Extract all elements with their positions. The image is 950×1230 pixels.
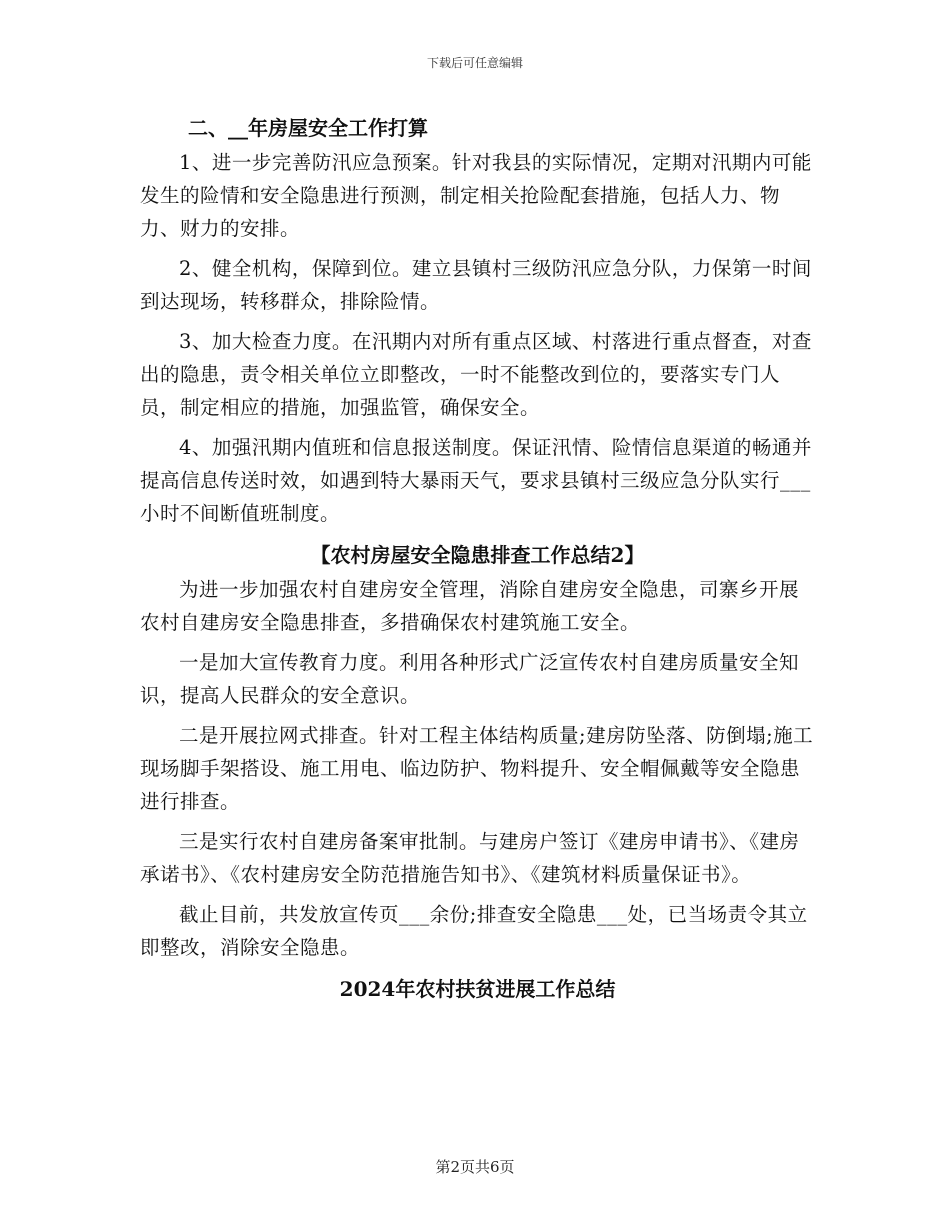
page-number: 第2页共6页: [435, 1158, 515, 1176]
header-note: 下载后可任意编辑: [426, 56, 523, 70]
plan-paragraph-3: 3、加大检查力度。在汛期内对所有重点区域、村落进行重点督查，对查出的隐患，责令相关单位立即整改，一时不能整改到位的，要落实专门人员，制定相应的措施，加强监管，确保安全。: [140, 330, 812, 419]
document-body: [140, 110, 815, 1007]
summary2-paragraph-4: 三是实行农村自建房备案审批制。与建房户签订《建房申请书》、《建房承诺书》、《农村建房安全防范措施告知书》、《建筑材料质量保证书》。: [140, 830, 800, 886]
summary2-paragraph-1: 为进一步加强农村自建房安全管理，消除自建房安全隐患，司寨乡开展农村自建房安全隐患排查，多措确保农村建筑施工安全。: [140, 578, 800, 634]
summary2-paragraph-2: 一是加大宣传教育力度。利用各种形式广泛宣传农村自建房质量安全知识，提高人民群众的安全意识。: [140, 651, 800, 707]
summary2-paragraph-5: 截止目前，共发放宣传页___余份;排查安全隐患___处，已当场责令其立即整改，消除安全隐患。: [140, 903, 808, 959]
section-next-title: 2024年农村扶贫进展工作总结: [339, 977, 616, 1001]
plan-paragraph-2: 2、健全机构，保障到位。建立县镇村三级防汛应急分队，力保第一时间到达现场，转移群众，排除险情。: [140, 257, 812, 313]
summary2-paragraph-3: 二是开展拉网式排查。针对工程主体结构质量;建房防坠落、防倒塌;施工现场脚手架搭设、施工用电、临边防护、物料提升、安全帽佩戴等安全隐患进行排查。: [140, 724, 814, 813]
plan-paragraph-4: 4、加强汛期内值班和信息报送制度。保证汛情、险情信息渠道的畅通并提高信息传送时效，如遇到特大暴雨天气，要求县镇村三级应急分队实行___小时不间断值班制度。: [140, 436, 812, 525]
section-summary2-title: 【农村房屋安全隐患排查工作总结2】: [310, 543, 645, 567]
section-plan-title: 二、__年房屋安全工作打算: [188, 116, 428, 140]
plan-paragraph-1: 1、进一步完善防汛应急预案。针对我县的实际情况，定期对汛期内可能发生的险情和安全隐患进行预测，制定相关抢险配套措施，包括人力、物力、财力的安排。: [140, 151, 812, 240]
